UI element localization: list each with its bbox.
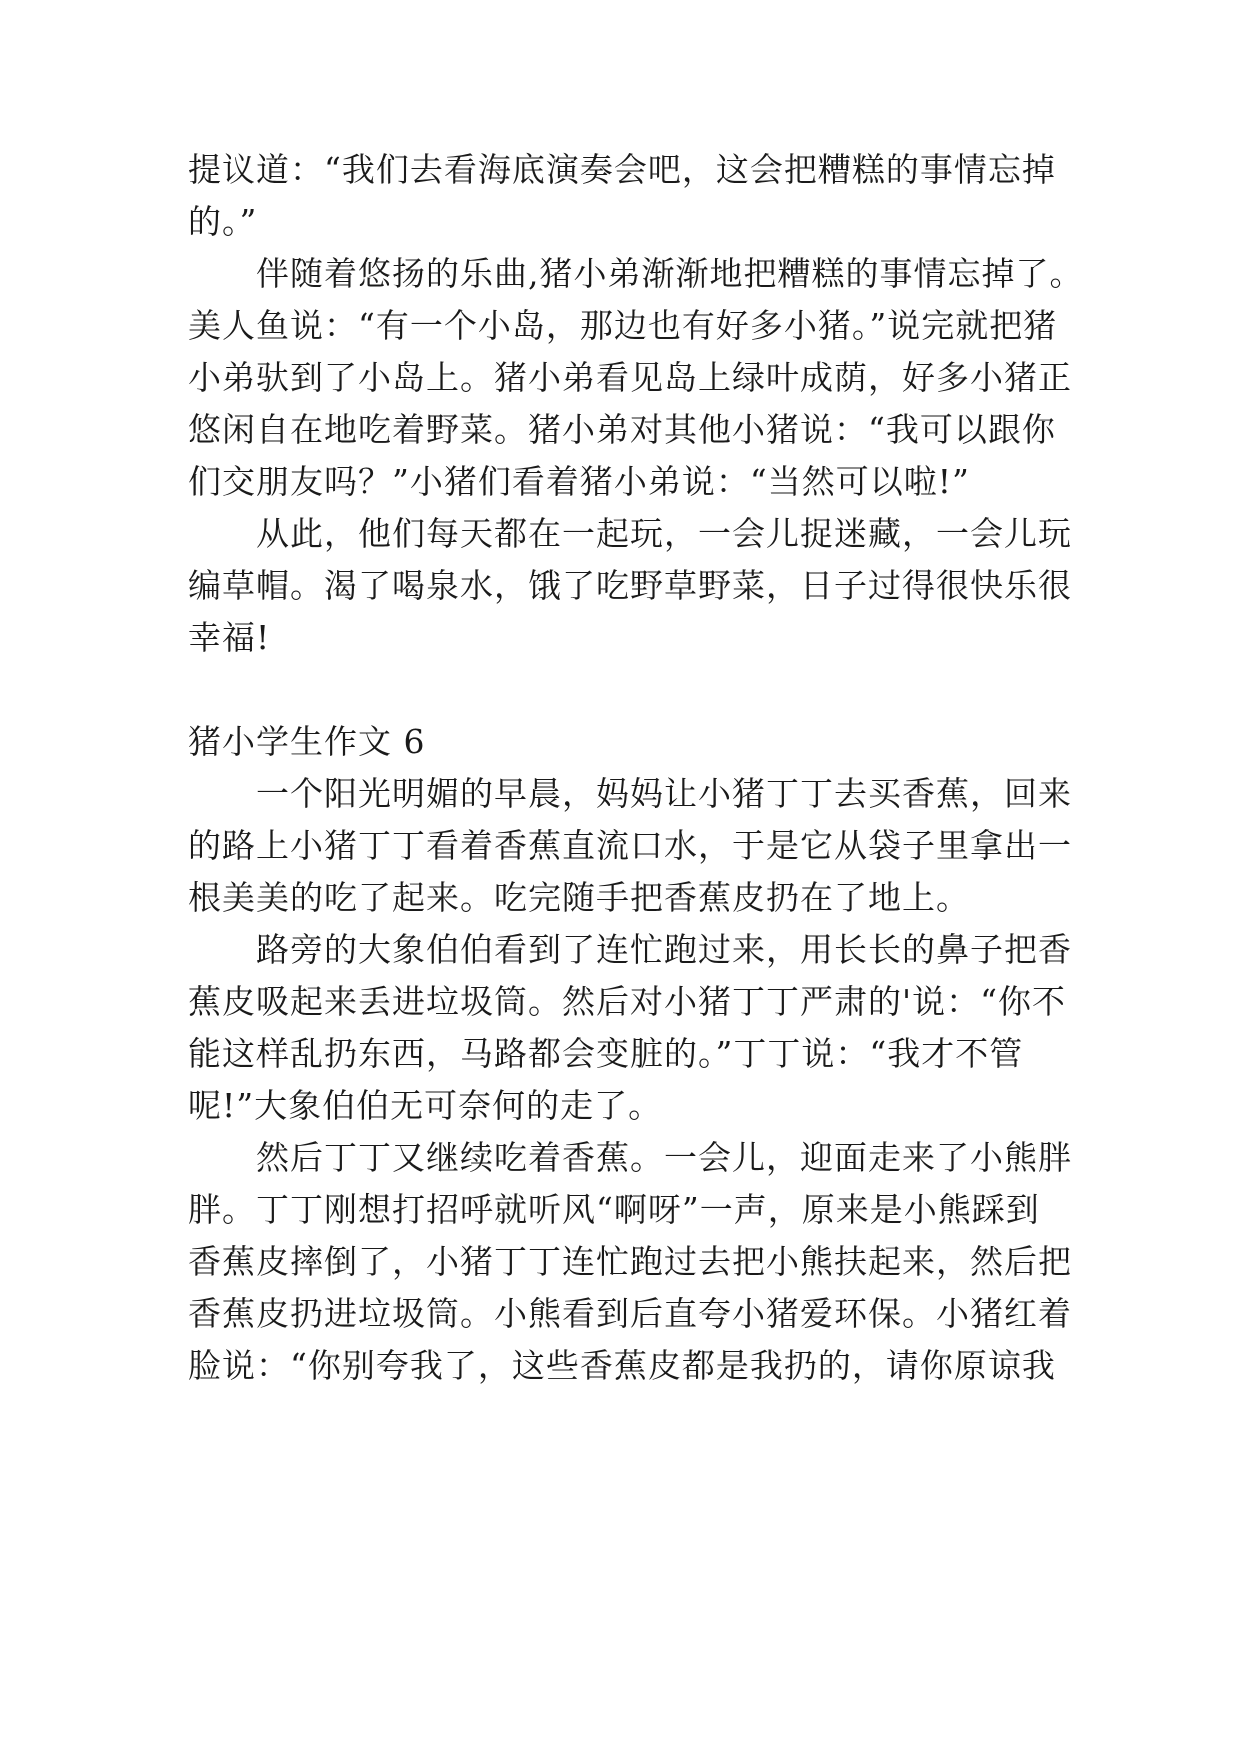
text-line: 们交朋友吗？”小猪们看着猪小弟说：“当然可以啦!” [188, 462, 970, 501]
paragraph-first-line: 一个阳光明媚的早晨，妈妈让小猪丁丁去买香蕉，回来 [256, 774, 1072, 813]
text-line: 脸说：“你别夸我了，这些香蕉皮都是我扔的，请你原谅我 [188, 1346, 1056, 1385]
text-line: 香蕉皮扔进垃圾筒。小熊看到后直夸小猪爱环保。小猪红着 [188, 1294, 1072, 1333]
text-line: 悠闲自在地吃着野菜。猪小弟对其他小猪说：“我可以跟你 [188, 410, 1056, 449]
text-line: 蕉皮吸起来丢进垃圾筒。然后对小猪丁丁严肃的'说：“你不 [188, 982, 1066, 1021]
text-line: 香蕉皮摔倒了，小猪丁丁连忙跑过去把小熊扶起来，然后把 [188, 1242, 1072, 1281]
text-line: 的路上小猪丁丁看着香蕉直流口水，于是它从袋子里拿出一 [188, 826, 1072, 865]
paragraph-first-line: 从此，他们每天都在一起玩，一会儿捉迷藏，一会儿玩 [256, 514, 1072, 553]
text-line: 幸福! [188, 618, 271, 657]
paragraph-first-line: 伴随着悠扬的乐曲,猪小弟渐渐地把糟糕的事情忘掉了。 [256, 254, 1084, 293]
text-line: 的。” [188, 202, 258, 241]
text-line: 能这样乱扔东西，马路都会变脏的。”丁丁说：“我才不管 [188, 1034, 1024, 1073]
text-line: 呢!”大象伯伯无可奈何的走了。 [188, 1086, 663, 1125]
paragraph-first-line: 路旁的大象伯伯看到了连忙跑过来，用长长的鼻子把香 [256, 930, 1072, 969]
text-line: 根美美的吃了起来。吃完随手把香蕉皮扔在了地上。 [188, 878, 970, 917]
text-line: 编草帽。渴了喝泉水，饿了吃野草野菜，日子过得很快乐很 [188, 566, 1072, 605]
paragraph-first-line: 然后丁丁又继续吃着香蕉。一会儿，迎面走来了小熊胖 [256, 1138, 1072, 1177]
text-line: 美人鱼说：“有一个小岛，那边也有好多小猪。”说完就把猪 [188, 306, 1058, 345]
text-line: 胖。丁丁刚想打招呼就听风“啊呀”一声，原来是小熊踩到 [188, 1190, 1040, 1229]
text-line: 小弟驮到了小岛上。猪小弟看见岛上绿叶成荫，好多小猪正 [188, 358, 1072, 397]
section-title: 猪小学生作文 6 [188, 722, 426, 761]
text-line: 提议道：“我们去看海底演奏会吧，这会把糟糕的事情忘掉 [188, 150, 1056, 189]
